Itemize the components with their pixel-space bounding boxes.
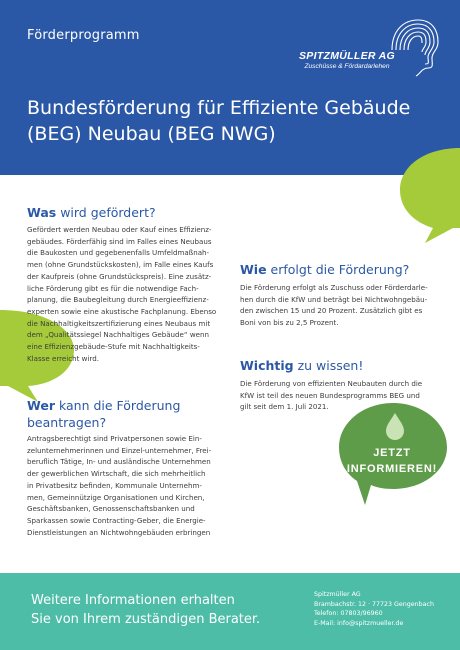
body-line: in Privatbesitz befinden, Kommunale Unternehm- [27, 480, 202, 490]
title-line-2: (BEG) Neubau (BEG NWG) [27, 123, 276, 145]
contact-block [314, 590, 434, 628]
company-logo-text [282, 51, 412, 71]
heading-line-2: beantragen? [27, 415, 107, 430]
heading-rest: wird gefördert? [56, 205, 156, 220]
contact-company: Spitzmüller AG [314, 591, 361, 598]
body-line: men (ohne Grundstückskosten), im Falle eines Kaufs [27, 260, 214, 270]
program-kicker: Förderprogramm [27, 28, 140, 43]
body-line: eine Effizienzgebäude-Stufe mit Nachhaltigkeits- [27, 342, 200, 352]
page-title [27, 95, 447, 147]
section-body-wer [27, 433, 211, 538]
section-heading-was [27, 204, 156, 221]
contact-phone[interactable]: Telefon: 07803/96960 [314, 610, 383, 618]
footer-message [31, 591, 260, 629]
heading-highlight: Was [27, 205, 57, 220]
body-line: Antragsberechtigt sind Privatpersonen sowie Ein- [27, 434, 202, 443]
contact-address: Brambachstr. 12 · 77723 Gengenbach [314, 600, 434, 608]
body-line: hen durch die KfW und beträgt bei Nichtwohngebäu- [240, 294, 428, 304]
body-line: KfW ist teil des neuen Bundesprogramms BEG und [240, 390, 420, 400]
body-line: zelunternehmerinnen und Einzel-unternehmer, Frei- [27, 445, 212, 455]
footer-message-line-2: Sie von Ihrem zuständigen Berater. [31, 612, 261, 627]
heading-rest: kann die Förderung [55, 398, 181, 413]
section-body-wie [240, 282, 428, 329]
body-line: Geschäftsbanken, Genossenschaftsbanken und [27, 504, 195, 514]
section-heading-wer [27, 397, 180, 431]
body-line: Boni von bis zu 2,5 Prozent. [240, 318, 339, 328]
heading-rest: zu wissen! [293, 358, 364, 373]
contact-email[interactable]: E-Mail: info@spitzmueller.de [314, 619, 404, 627]
body-line: men, Gemeinnützige Organisationen und Kirchen, [27, 492, 205, 502]
body-line: Klasse erreicht wird. [27, 353, 99, 363]
top-right-speech-bubble [395, 148, 460, 243]
body-line: die Nachhaltigkeitszertifizierung eines Neubaus mit [27, 318, 211, 328]
logo-tagline: Zuschüsse & Fördardarlehen [304, 63, 390, 70]
body-line: der gewerblichen Wirtschaft, die sich mehrheitlich [27, 469, 206, 479]
body-line: Gefördert werden Neubau oder Kauf eines Effizienz- [27, 225, 212, 234]
heading-rest: erfolgt die Förderung? [266, 262, 410, 277]
body-line: den zwischen 15 und 20 Prozent. Zusätzlich gibt es [240, 306, 423, 316]
cta-line-1: JETZT [373, 447, 411, 459]
body-line: Die Förderung von effizienten Neubauten durch die [240, 379, 423, 388]
body-line: gebäudes. Förderfähig sind im Falles eines Neubaus [27, 236, 212, 246]
cta-button[interactable] [337, 445, 447, 477]
body-line: beruflich Tätige, In- und ausländische Unternehmen [27, 457, 211, 467]
body-line: planung, die Baubegleitung durch Energieeffizienz- [27, 295, 209, 305]
cta-line-2: INFORMIEREN! [346, 463, 438, 475]
body-line: Sparkassen sowie Contracting-Geber, die Energie- [27, 515, 206, 525]
heading-highlight: Wichtig [240, 358, 294, 373]
section-heading-wichtig [240, 357, 363, 374]
section-body-was [27, 224, 216, 364]
heading-highlight: Wer [27, 398, 55, 413]
logo-name: SPITZMÜLLER AG [299, 50, 395, 62]
body-line: experten sowie eine akustische Fachplanung. Ebenso [27, 306, 217, 316]
heading-highlight: Wie [240, 262, 267, 277]
body-line: die Baukosten und gegebenenfalls Umfeldmaßnah- [27, 248, 210, 258]
footer-message-line-1: Weitere Informationen erhalten [31, 593, 235, 608]
body-line: liche Förderung gibt es für die notwendige Fach- [27, 283, 199, 293]
body-line: dem „Qualitätssiegel Nachhaltiges Gebäude“ wenn [27, 330, 210, 340]
section-heading-wie [240, 261, 409, 278]
body-line: der Kaufpreis (ohne Grundstückspreis). Eine zusätz- [27, 271, 212, 281]
body-line: gilt seit dem 1. Juli 2021. [240, 402, 329, 412]
body-line: Dienstleistungen an Nichtwohngebäuden erbringen [27, 527, 211, 537]
header-banner [0, 0, 460, 175]
body-line: Die Förderung erfolgt als Zuschuss oder Förderdarle- [240, 283, 428, 292]
title-line-1: Bundesförderung für Effiziente Gebäude [27, 97, 411, 119]
